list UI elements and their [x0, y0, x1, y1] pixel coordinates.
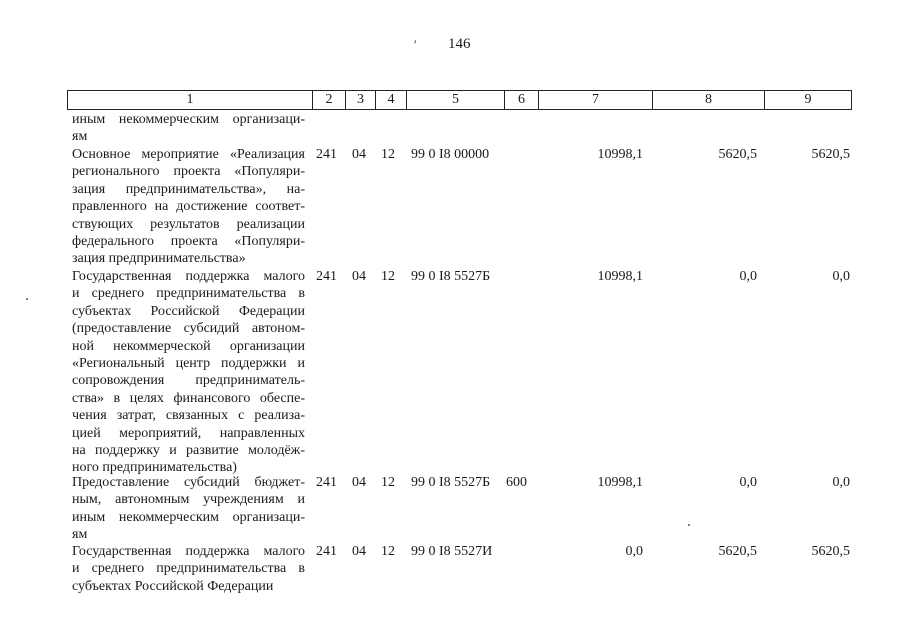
header-col-9: 9: [765, 91, 852, 110]
description-line: на поддержку и развитие молодёж-: [72, 443, 305, 459]
description-line: ного предпринимательства): [72, 460, 237, 476]
description-line: и среднего предпринимательства в: [72, 561, 305, 577]
header-col-3: 3: [346, 91, 376, 110]
scan-mark: ′: [414, 37, 417, 52]
description-line: правленного на достижение соответ-: [72, 199, 305, 215]
description-line: ным, автономным учреждениям и: [72, 492, 305, 508]
description-line: зация предпринимательства», на-: [72, 181, 305, 197]
cell-col-4: 12: [381, 147, 395, 162]
cell-col-5: 99 0 I8 5527Б: [411, 475, 491, 490]
description-line: Предоставление субсидий бюджет-: [72, 475, 305, 490]
description-line: и среднего предпринимательства в: [72, 286, 305, 302]
header-col-8: 8: [653, 91, 765, 110]
cell-col-4: 12: [381, 269, 395, 284]
row-description: [72, 543, 305, 595]
header-col-5: 5: [407, 91, 505, 110]
description-line: зация предпринимательства»: [72, 251, 246, 267]
description-line: федерального проекта «Популяри-: [72, 234, 305, 250]
description-line: ной некоммерческой организации: [72, 338, 305, 354]
description-line: Основное мероприятие «Реализация: [72, 147, 305, 162]
cell-col-4: 12: [381, 475, 395, 490]
description-line: ствующих результатов реализации: [72, 216, 305, 232]
cell-col-7: 10998,1: [597, 147, 643, 162]
row-description: [72, 111, 305, 146]
cell-col-5: 99 0 I8 5527Б: [411, 269, 491, 284]
cell-col-6: 600: [506, 475, 527, 490]
cell-col-9: 5620,5: [811, 544, 850, 559]
header-col-2: 2: [313, 91, 346, 110]
description-line: субъектах Российской Федерации: [72, 578, 274, 594]
description-line: субъектах Российской Федерации: [72, 303, 305, 319]
header-col-1: 1: [68, 91, 313, 110]
cell-col-2: 241: [316, 475, 337, 490]
cell-col-9: 5620,5: [811, 147, 850, 162]
cell-col-8: 5620,5: [718, 544, 757, 559]
description-line: Государственная поддержка малого: [72, 544, 305, 559]
header-col-4: 4: [376, 91, 407, 110]
row-description: [72, 268, 305, 477]
cell-col-8: 0,0: [739, 269, 757, 284]
cell-col-8: 0,0: [739, 475, 757, 490]
cell-col-2: 241: [316, 544, 337, 559]
description-line: сопровождения предприниматель-: [72, 373, 305, 389]
row-description: [72, 146, 305, 268]
description-line: регионального проекта «Популяри-: [72, 164, 305, 180]
cell-col-3: 04: [352, 475, 366, 490]
cell-col-5: 99 0 I8 5527И: [411, 544, 493, 559]
description-line: (предоставление субсидий автоном-: [72, 321, 305, 337]
cell-col-5: 99 0 I8 00000: [411, 147, 490, 162]
description-line: цией мероприятий, направленных: [72, 425, 305, 441]
row-description: [72, 474, 305, 544]
cell-col-9: 0,0: [832, 475, 850, 490]
cell-col-2: 241: [316, 269, 337, 284]
header-col-6: 6: [505, 91, 539, 110]
scan-speck: [688, 524, 690, 526]
header-row: [68, 91, 852, 110]
cell-col-7: 10998,1: [597, 269, 643, 284]
cell-col-7: 10998,1: [597, 475, 643, 490]
header-col-7: 7: [539, 91, 653, 110]
cell-col-3: 04: [352, 544, 366, 559]
description-line: Государственная поддержка малого: [72, 269, 305, 284]
description-line: чения затрат, связанных с реализа-: [72, 408, 305, 424]
description-line: ям: [72, 129, 88, 145]
cell-col-2: 241: [316, 147, 337, 162]
description-line: ям: [72, 527, 88, 543]
description-line: «Региональный центр поддержки и: [72, 356, 305, 372]
cell-col-3: 04: [352, 147, 366, 162]
description-line: иным некоммерческим организаци-: [72, 112, 305, 127]
cell-col-3: 04: [352, 269, 366, 284]
cell-col-9: 0,0: [832, 269, 850, 284]
table-header: [67, 90, 852, 110]
cell-col-8: 5620,5: [718, 147, 757, 162]
page-number: 146: [448, 36, 471, 52]
description-line: ства» в целях финансового обеспе-: [72, 390, 305, 406]
scan-speck: [26, 298, 28, 300]
cell-col-7: 0,0: [625, 544, 643, 559]
cell-col-4: 12: [381, 544, 395, 559]
description-line: иным некоммерческим организаци-: [72, 509, 305, 525]
